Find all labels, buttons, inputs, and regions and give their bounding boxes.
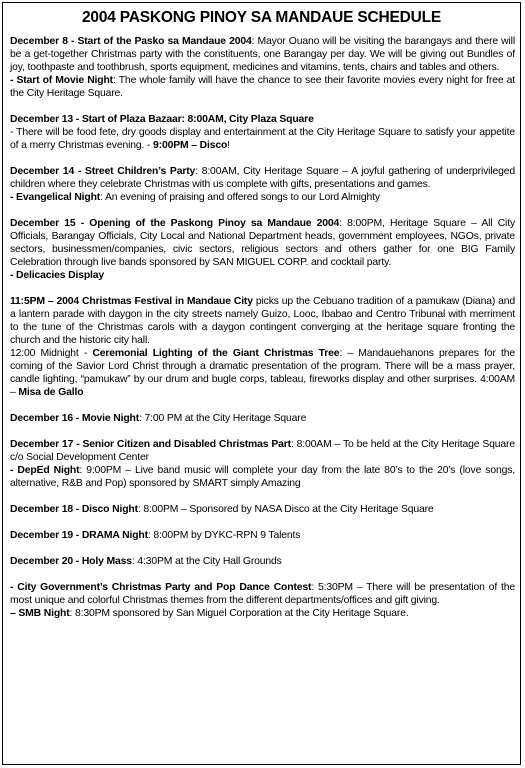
schedule-heading-text: December 14 - Street Children’s Party xyxy=(10,166,196,177)
schedule-body-text: : 8:00PM – Sponsored by NASA Disco at the City Heritage Square xyxy=(137,504,434,515)
schedule-paragraph xyxy=(10,503,515,516)
schedule-body-text: picks up the Cebuano tradition of a pamukaw (Diana) and a lantern parade with daygon in the city streets namely Guizo, Looc, Ibabao and Centro Tribunal with merriment to the tune of the Christmas carols with a daygon contingent converging at the heritage square fronting the church and the historic city hall. xyxy=(10,296,516,346)
schedule-heading-text: December 15 - Opening of the Paskong Pinoy sa Mandaue 2004 xyxy=(10,218,340,229)
schedule-body-text: : 5:30PM – There will be presentation of the most unique and colorful Christmas themes from the different departments/offices and gift giving. xyxy=(10,582,516,606)
schedule-body-text: ! xyxy=(227,140,230,151)
schedule-heading-text: - Delicacies Display xyxy=(10,270,105,281)
schedule-heading-text: Ceremonial Lighting of the Giant Christmas Tree xyxy=(92,348,340,359)
schedule-body-text: : 9:00PM – Live band music will complete your day from the late 80’s to the 20’s (love songs, alternative, R&B and Pop) sponsored by SMART simply Amazing xyxy=(10,465,515,489)
schedule-content xyxy=(3,35,520,620)
schedule-heading-text: December 19 - DRAMA Night xyxy=(10,530,148,541)
schedule-paragraph xyxy=(10,165,515,204)
schedule-heading-text: 9:00PM – Disco xyxy=(153,140,228,151)
schedule-body-text: : The whole family will have the chance to see their favorite movies every night for free at the City Heritage Square. xyxy=(10,75,516,99)
schedule-paragraph xyxy=(10,581,515,620)
schedule-paragraph xyxy=(10,113,515,152)
schedule-body-text: : An evening of praising and offered songs to our Lord Almighty xyxy=(100,192,380,203)
schedule-heading-text: - Evangelical Night xyxy=(10,192,101,203)
schedule-paragraph xyxy=(10,412,515,425)
schedule-heading-text: Misa de Gallo xyxy=(18,387,84,398)
schedule-heading-text: December 18 - Disco Night xyxy=(10,504,138,515)
schedule-body-text: : Mayor Ouano will be visiting the barangays and there will be a get-together Christmas party with the constituents, one Barangay per day. We will be giving out Bundles of joy, toothpaste and toothbrush, sports equipment, medicines and vitamins, tents, chairs and tables and others. xyxy=(10,36,515,73)
schedule-body-text: : 8:00PM, Heritage Square – All City Officials, Barangay Officials, City Local and National Department heads, government employees, NGOs, private sectors, businessmen/companies, civic sectors, religious sectors and others gather for one BIG Family Celebration through live bands sponsored by SAN MIGUEL CORP. and cocktail party. xyxy=(10,218,515,268)
schedule-body-text: - There will be food fete, dry goods display and entertainment at the City Heritage Square to satisfy your appetite of a merry Christmas evening. - xyxy=(10,127,515,151)
schedule-heading-text: - City Government’s Christmas Party and Pop Dance Contest xyxy=(10,582,312,593)
schedule-paragraph xyxy=(10,35,515,100)
schedule-paragraph xyxy=(10,217,515,282)
schedule-body-text: : 8:00AM, City Heritage Square – A joyful gathering of underprivileged children where they celebrate Christmas with us complete with gifts, presentations and games. xyxy=(10,166,515,190)
schedule-document xyxy=(2,2,521,765)
schedule-heading-text: 11:5PM – 2004 Christmas Festival in Mandaue City xyxy=(10,296,253,307)
schedule-heading-text: - Start of Movie Night xyxy=(10,75,113,86)
page-title: 2004 PASKONG PINOY SA MANDAUE SCHEDULE xyxy=(81,9,442,26)
schedule-body-text: 12:00 Midnight - xyxy=(10,348,93,359)
schedule-paragraph xyxy=(10,295,515,399)
schedule-body-text: : 4:30PM at the City Hall Grounds xyxy=(131,556,282,567)
schedule-heading-text: December 13 - Start of Plaza Bazaar: 8:00AM, City Plaza Square xyxy=(10,114,314,125)
schedule-heading-text: - DepEd Night xyxy=(10,465,80,476)
schedule-body-text: : 8:00AM – To be held at the City Heritage Square c/o Social Development Center xyxy=(10,439,515,463)
schedule-paragraph xyxy=(10,438,515,490)
schedule-body-text: : 7:00 PM at the City Heritage Square xyxy=(139,413,307,424)
schedule-body-text: : 8:30PM sponsored by San Miguel Corporation at the City Heritage Square. xyxy=(69,608,409,619)
schedule-heading-text: December 20 - Holy Mass xyxy=(10,556,132,567)
schedule-body-text: : – Mandauehanons prepares for the coming of the Savior Lord Christ through a dramatic presentation of the program. There will be a mass prayer, candle lighting, “pamukaw” by our drum and bugle corps, tableau, fireworks display and other surprises. 4:00AM – xyxy=(10,348,515,398)
schedule-heading-text: December 8 - Start of the Pasko sa Mandaue 2004 xyxy=(10,36,252,47)
schedule-heading-text: December 16 - Movie Night xyxy=(10,413,140,424)
schedule-paragraph xyxy=(10,555,515,568)
schedule-body-text: : 8:00PM by DYKC-RPN 9 Talents xyxy=(147,530,301,541)
schedule-heading-text: – SMB Night xyxy=(10,608,70,619)
schedule-heading-text: December 17 - Senior Citizen and Disabled Christmas Part xyxy=(10,439,291,450)
schedule-paragraph xyxy=(10,529,515,542)
